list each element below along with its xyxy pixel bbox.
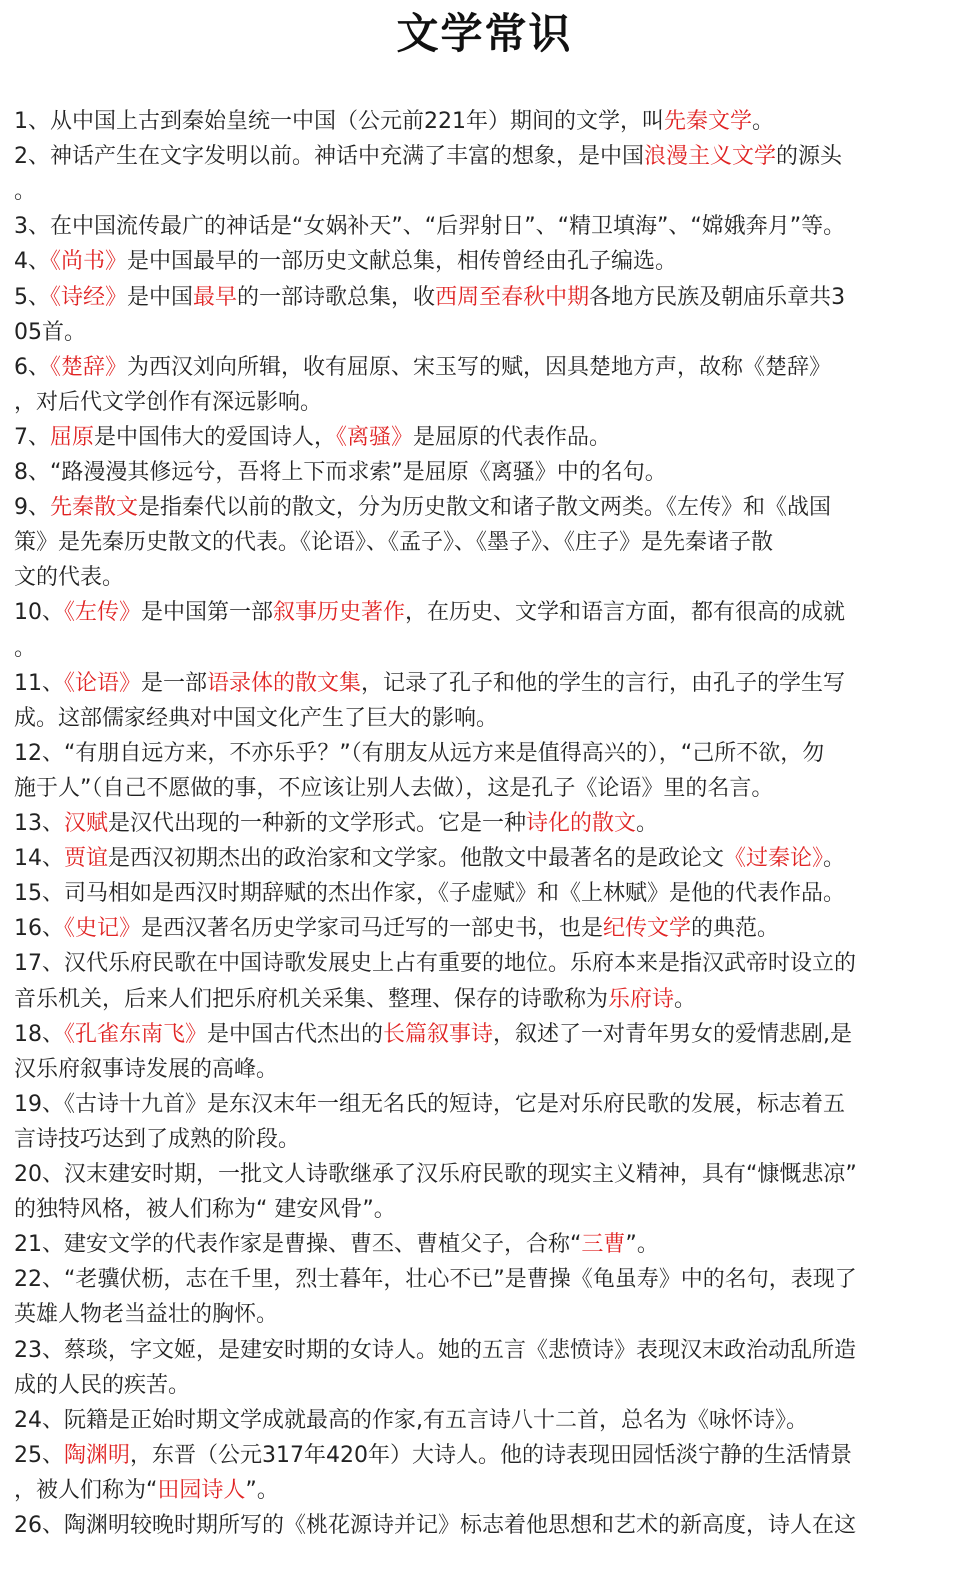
highlighted-term: 三曹 <box>581 1232 626 1258</box>
text-line <box>14 560 959 595</box>
text-segment: 7、 <box>14 424 50 450</box>
text-segment: 17、汉代乐府民歌在中国诗歌发展史上占有重要的地位。乐府本来是指汉武帝时设立的 <box>14 951 856 977</box>
highlighted-term: 陶渊明 <box>64 1442 131 1468</box>
text-segment: ，记录了孔子和他的学生的言行，由孔子的学生写 <box>361 670 846 696</box>
text-segment: 的源头 <box>776 144 843 170</box>
text-line <box>14 1157 959 1192</box>
highlighted-term: 贾谊 <box>64 846 109 872</box>
text-line <box>14 385 959 420</box>
highlighted-term: 《过秦论》 <box>724 846 824 872</box>
highlighted-term: 乐府诗 <box>608 986 675 1012</box>
text-segment: 是中国最早的一部历史文献总集，相传曾经由孔子编选。 <box>127 249 678 275</box>
text-segment: 的独特风格，被人们称为“ 建安风骨”。 <box>14 1197 396 1223</box>
text-segment: 3、在中国流传最广的神话是“女娲补天”、“后羿射日”、“精卫填海”、“嫦娥奔月”等。 <box>14 214 846 240</box>
text-line <box>14 1368 959 1403</box>
text-segment: 8、“路漫漫其修远兮，吾将上下而求索”是屈原《离骚》中的名句。 <box>14 460 667 485</box>
highlighted-term: 屈原 <box>50 424 95 450</box>
text-line <box>14 1473 959 1508</box>
highlighted-term: 先秦文学 <box>664 109 753 134</box>
text-segment: 文的代表。 <box>14 565 125 591</box>
highlighted-term: 《孔雀东南飞》 <box>64 1021 208 1047</box>
text-segment: 为西汉刘向所辑，收有屈原、宋玉写的赋，因具楚地方声，故称《楚辞》 <box>127 354 832 380</box>
text-line <box>14 1192 959 1227</box>
text-segment: 成的人民的疾苦。 <box>14 1372 191 1398</box>
text-line <box>14 1052 959 1087</box>
highlighted-term: 《离骚》 <box>336 424 414 450</box>
text-segment: ”。 <box>245 1477 279 1503</box>
text-segment: 言诗技巧达到了成熟的阶段。 <box>14 1126 301 1152</box>
text-segment: 是一部 <box>141 670 208 696</box>
text-segment: 的典范。 <box>691 916 780 942</box>
text-line <box>14 1122 959 1157</box>
text-segment: 是西汉著名历史学家司马迁写的一部史书，也是 <box>141 916 604 942</box>
text-line <box>14 1262 959 1297</box>
text-line <box>14 315 959 350</box>
text-segment: 是中国 <box>127 284 194 310</box>
text-line <box>14 1297 959 1332</box>
highlighted-term: 西周至春秋中期 <box>435 284 590 310</box>
highlighted-term: 最早 <box>193 284 238 310</box>
text-line <box>14 982 959 1017</box>
text-segment: ，对后代文学创作有深远影响。 <box>14 389 323 415</box>
text-segment: ，东晋（公元317年420年）大诗人。他的诗表现田园恬淡宁静的生活情景 <box>130 1442 853 1468</box>
text-segment: 16、 <box>14 916 64 942</box>
text-segment: 是指秦代以前的散文，分为历史散文和诸子散文两类。《左传》和《战国 <box>138 495 832 521</box>
text-line <box>14 280 959 315</box>
text-line <box>14 631 959 666</box>
text-segment: 4、 <box>14 249 50 275</box>
text-line <box>14 946 959 981</box>
text-line <box>14 736 959 771</box>
highlighted-term: 《尚书》 <box>50 249 128 275</box>
text-segment: ，被人们称为“ <box>14 1477 158 1503</box>
text-segment: 6、 <box>14 354 50 380</box>
text-segment: 11、 <box>14 670 64 696</box>
highlighted-term: 《楚辞》 <box>50 354 128 380</box>
text-line <box>14 1333 959 1368</box>
highlighted-term: 汉赋 <box>64 811 109 836</box>
text-segment: 21、建安文学的代表作家是曹操、曹丕、曹植父子，合称“ <box>14 1232 582 1258</box>
text-segment: 26、陶渊明较晚时期所写的《桃花源诗并记》标志着他思想和艺术的新高度，诗人在这 <box>14 1513 856 1538</box>
text-segment: 。 <box>752 109 775 134</box>
highlighted-term: 《史记》 <box>64 916 142 942</box>
text-line <box>14 525 959 560</box>
highlighted-term: 诗化的散文 <box>526 811 637 836</box>
text-segment: 15、司马相如是西汉时期辞赋的杰出作家，《子虚赋》和《上林赋》是他的代表作品。 <box>14 881 845 907</box>
highlighted-term: 叙事历史著作 <box>273 600 406 626</box>
text-segment: 2、神话产生在文字发明以前。神话中充满了丰富的想象，是中国 <box>14 144 644 170</box>
text-segment: 是中国伟大的爱国诗人， <box>94 424 337 450</box>
highlighted-term: 《论语》 <box>64 670 142 696</box>
text-segment: 的一部诗歌总集，收 <box>237 284 436 310</box>
text-segment: 18、 <box>14 1021 64 1047</box>
text-line <box>14 420 959 455</box>
text-segment: 施于人”（自己不愿做的事，不应该让别人去做），这是孔子《论语》里的名言。 <box>14 775 774 801</box>
text-segment: 05首。 <box>14 319 86 345</box>
text-line <box>14 490 959 525</box>
text-segment: ”。 <box>625 1232 659 1258</box>
text-segment: 1、从中国上古到秦始皇统一中国（公元前221年）期间的文学，叫 <box>14 109 664 134</box>
text-line <box>14 1017 959 1052</box>
highlighted-term: 《左传》 <box>64 600 142 626</box>
text-segment: 。 <box>823 846 846 872</box>
highlighted-term: 长篇叙事诗 <box>383 1021 494 1047</box>
highlighted-term: 《诗经》 <box>50 284 128 310</box>
text-segment: 汉乐府叙事诗发展的高峰。 <box>14 1056 279 1082</box>
text-line <box>14 1438 959 1473</box>
text-segment: 12、“有朋自远方来，不亦乐乎？”（有朋友从远方来是值得高兴的），“己所不欲，勿 <box>14 740 825 766</box>
text-segment: 策》是先秦历史散文的代表。《论语》、《孟子》、《墨子》、《庄子》是先秦诸子散 <box>14 530 774 556</box>
text-segment: 14、 <box>14 846 64 872</box>
text-line <box>14 1227 959 1262</box>
text-line <box>14 104 959 139</box>
text-segment: 24、阮籍是正始时期文学成就最高的作家,有五言诗八十二首，总名为《咏怀诗》。 <box>14 1407 808 1433</box>
text-segment: 是屈原的代表作品。 <box>413 424 612 450</box>
text-segment: 是西汉初期杰出的政治家和文学家。他散文中最著名的是政论文 <box>108 846 725 872</box>
text-line <box>14 455 959 490</box>
text-line <box>14 701 959 736</box>
text-segment: 各地方民族及朝庙乐章共3 <box>589 284 846 310</box>
text-segment: 。 <box>14 635 37 661</box>
text-line <box>14 1087 959 1122</box>
text-segment: 22、“老骥伏枥，志在千里，烈士暮年，壮心不已”是曹操《龟虽寿》中的名句，表现了 <box>14 1267 857 1293</box>
text-line <box>14 174 959 209</box>
text-line <box>14 666 959 701</box>
text-segment: 是汉代出现的一种新的文学形式。它是一种 <box>108 811 527 836</box>
text-segment: 23、蔡琰，字文姬，是建安时期的女诗人。她的五言《悲愤诗》表现汉末政治动乱所造 <box>14 1337 856 1363</box>
text-segment: 10、 <box>14 600 64 626</box>
text-line <box>14 350 959 385</box>
text-segment: 是中国第一部 <box>141 600 274 626</box>
text-segment: 。 <box>636 811 659 836</box>
highlighted-term: 田园诗人 <box>157 1477 246 1503</box>
text-line <box>14 244 959 279</box>
text-segment: 。 <box>674 986 697 1012</box>
highlighted-term: 语录体的散文集 <box>207 670 362 696</box>
highlighted-term: 先秦散文 <box>50 495 139 521</box>
text-line <box>14 806 959 841</box>
text-segment: 成。这部儒家经典对中国文化产生了巨大的影响。 <box>14 705 499 731</box>
highlighted-term: 浪漫主义文学 <box>644 144 777 170</box>
text-segment: 19、《古诗十九首》是东汉末年一组无名氏的短诗，它是对乐府民歌的发展，标志着五 <box>14 1091 845 1117</box>
text-line <box>14 595 959 630</box>
highlighted-term: 纪传文学 <box>603 916 692 942</box>
text-line <box>14 1403 959 1438</box>
text-line <box>14 911 959 946</box>
text-line <box>14 139 959 174</box>
text-segment: 英雄人物老当益壮的胸怀。 <box>14 1302 279 1328</box>
text-segment: 13、 <box>14 811 64 836</box>
text-line <box>14 771 959 806</box>
text-segment: 9、 <box>14 495 50 521</box>
text-line <box>14 876 959 911</box>
text-segment: 。 <box>14 179 37 205</box>
text-segment: ，在历史、文学和语言方面，都有很高的成就 <box>405 600 846 626</box>
text-segment: 20、汉末建安时期，一批文人诗歌继承了汉乐府民歌的现实主义精神，具有“慷慨悲凉” <box>14 1162 857 1187</box>
text-line <box>14 1508 959 1543</box>
text-segment: 是中国古代杰出的 <box>207 1021 384 1047</box>
text-segment: ，叙述了一对青年男女的爱情悲剧,是 <box>493 1021 853 1047</box>
page-title: 文学常识 <box>396 9 573 58</box>
text-segment: 音乐机关，后来人们把乐府机关采集、整理、保存的诗歌称为 <box>14 986 609 1012</box>
text-line <box>14 209 959 244</box>
text-segment: 5、 <box>14 284 50 310</box>
text-segment: 25、 <box>14 1442 64 1468</box>
text-line <box>14 841 959 876</box>
